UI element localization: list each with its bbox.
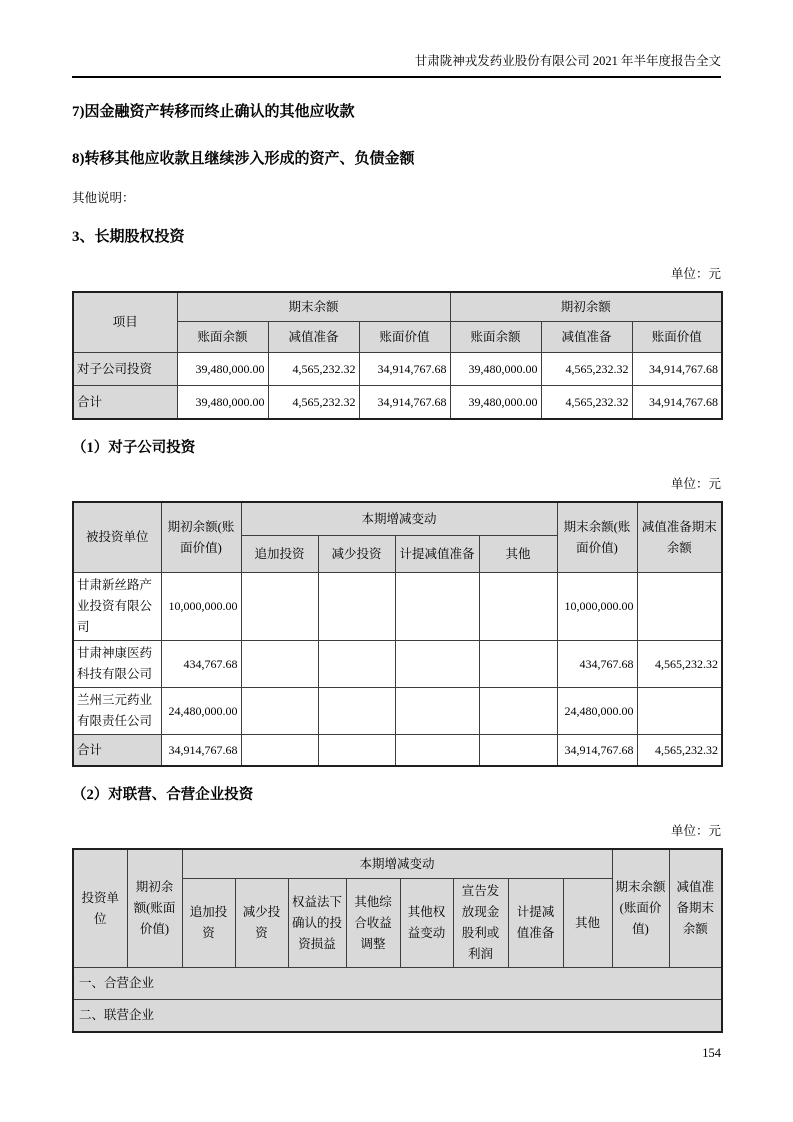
col-header-impairment-ending: 减值准备期末余额 [637, 502, 722, 573]
table-cell: 4,565,232.32 [637, 641, 722, 688]
col-group-beginning-balance: 期初余额 [450, 292, 722, 322]
col-header-ending-balance: 期末余额(账面价值) [612, 849, 669, 968]
col-header-impairment: 减值准备 [268, 322, 359, 353]
col-header-impairment: 减值准备 [541, 322, 632, 353]
table-cell [479, 688, 557, 735]
col-header-beginning-balance: 期初余额(账面价值) [161, 502, 241, 573]
table-cell: 10,000,000.00 [557, 573, 637, 641]
col-header-additional-investment: 追加投资 [241, 536, 318, 573]
long-term-equity-summary-table [72, 291, 723, 420]
col-header-other: 其他 [563, 879, 612, 968]
section-row-label: 二、联营企业 [73, 1000, 722, 1033]
col-header-book-balance: 账面余额 [450, 322, 541, 353]
table-cell [637, 573, 722, 641]
heading-item7: 7)因金融资产转移而终止确认的其他应收款 [72, 104, 355, 120]
table-cell [318, 688, 395, 735]
table-cell [395, 735, 479, 767]
col-header-book-value: 账面价值 [632, 322, 722, 353]
col-header-item: 项目 [73, 292, 177, 353]
col-header-other-comprehensive-income: 其他综合收益调整 [346, 879, 400, 968]
col-header-other-equity-changes: 其他权益变动 [400, 879, 453, 968]
table-row-company [73, 573, 722, 641]
joint-venture-investment-table [72, 848, 723, 1033]
col-header-book-balance: 账面余额 [177, 322, 268, 353]
table-cell: 39,480,000.00 [450, 386, 541, 420]
table-cell: 10,000,000.00 [161, 573, 241, 641]
table-cell: 24,480,000.00 [161, 688, 241, 735]
table-cell: 34,914,767.68 [161, 735, 241, 767]
col-header-impairment-provision: 计提减值准备 [508, 879, 563, 968]
unit-label: 单位：元 [670, 267, 721, 281]
heading-section3: 3、长期股权投资 [72, 229, 185, 245]
table-cell: 39,480,000.00 [177, 353, 268, 386]
col-header-investee: 被投资单位 [73, 502, 161, 573]
table-cell [318, 641, 395, 688]
table-cell [395, 573, 479, 641]
col-header-book-value: 账面价值 [359, 322, 450, 353]
table-cell: 34,914,767.68 [359, 353, 450, 386]
table-cell [637, 688, 722, 735]
table-cell: 434,767.68 [557, 641, 637, 688]
investee-name: 甘肃新丝路产业投资有限公司 [73, 573, 161, 641]
heading-sub1: （1）对子公司投资 [72, 440, 196, 456]
table-cell: 4,565,232.32 [637, 735, 722, 767]
table-cell: 24,480,000.00 [557, 688, 637, 735]
table-cell [241, 573, 318, 641]
col-header-equity-method-gains: 权益法下确认的投资损益 [288, 879, 346, 968]
table-cell [479, 573, 557, 641]
table-cell [479, 735, 557, 767]
col-header-other: 其他 [479, 536, 557, 573]
table-cell [479, 641, 557, 688]
unit-label: 单位：元 [670, 477, 721, 491]
table-row-company [73, 688, 722, 735]
col-header-beginning-balance: 期初余额(账面价值) [127, 849, 182, 968]
section-row-label: 一、合营企业 [73, 968, 722, 1000]
col-group-ending-balance: 期末余额 [177, 292, 450, 322]
row-label: 对子公司投资 [73, 353, 177, 386]
table-row-subsidiary-investment [73, 353, 722, 386]
unit-label: 单位：元 [670, 824, 721, 838]
table-row-joint-venture-section [73, 968, 722, 1000]
row-label: 合计 [73, 735, 161, 767]
table-cell [395, 641, 479, 688]
table-cell [241, 688, 318, 735]
col-header-reduced-investment: 减少投资 [318, 536, 395, 573]
col-header-impairment-ending: 减值准备期末余额 [669, 849, 722, 968]
table-cell: 4,565,232.32 [268, 353, 359, 386]
table-cell: 4,565,232.32 [541, 386, 632, 420]
page-number: 154 [702, 1046, 721, 1060]
investee-name: 兰州三元药业有限责任公司 [73, 688, 161, 735]
table-cell: 4,565,232.32 [268, 386, 359, 420]
col-group-period-changes: 本期增减变动 [182, 849, 612, 879]
table-row-total [73, 386, 722, 420]
col-header-reduced-investment: 减少投资 [235, 879, 288, 968]
table-cell: 39,480,000.00 [177, 386, 268, 420]
col-group-period-changes: 本期增减变动 [241, 502, 557, 536]
row-label: 合计 [73, 386, 177, 420]
heading-item8: 8)转移其他应收款且继续涉入形成的资产、负债金额 [72, 151, 415, 167]
table-cell [318, 573, 395, 641]
table-cell: 34,914,767.68 [359, 386, 450, 420]
table-cell: 434,767.68 [161, 641, 241, 688]
table-cell [241, 735, 318, 767]
investee-name: 甘肃神康医药科技有限公司 [73, 641, 161, 688]
table-cell: 39,480,000.00 [450, 353, 541, 386]
report-header-title: 甘肃陇神戎发药业股份有限公司 2021 年半年度报告全文 [72, 0, 721, 78]
table-cell: 34,914,767.68 [632, 386, 722, 420]
table-cell [241, 641, 318, 688]
table-cell [318, 735, 395, 767]
table-row-total [73, 735, 722, 767]
table-cell: 34,914,767.68 [557, 735, 637, 767]
heading-sub2: （2）对联营、合营企业投资 [72, 787, 254, 803]
table-row-company [73, 641, 722, 688]
other-note-label: 其他说明： [72, 191, 135, 205]
table-cell [395, 688, 479, 735]
col-header-impairment-provision: 计提减值准备 [395, 536, 479, 573]
col-header-ending-balance: 期末余额(账面价值) [557, 502, 637, 573]
table-row-associate-section [73, 1000, 722, 1033]
subsidiary-investment-table [72, 501, 723, 767]
table-cell: 34,914,767.68 [632, 353, 722, 386]
col-header-investee: 投资单位 [73, 849, 127, 968]
col-header-additional-investment: 追加投资 [182, 879, 235, 968]
table-cell: 4,565,232.32 [541, 353, 632, 386]
col-header-declared-dividends: 宣告发放现金股利或利润 [453, 879, 508, 968]
